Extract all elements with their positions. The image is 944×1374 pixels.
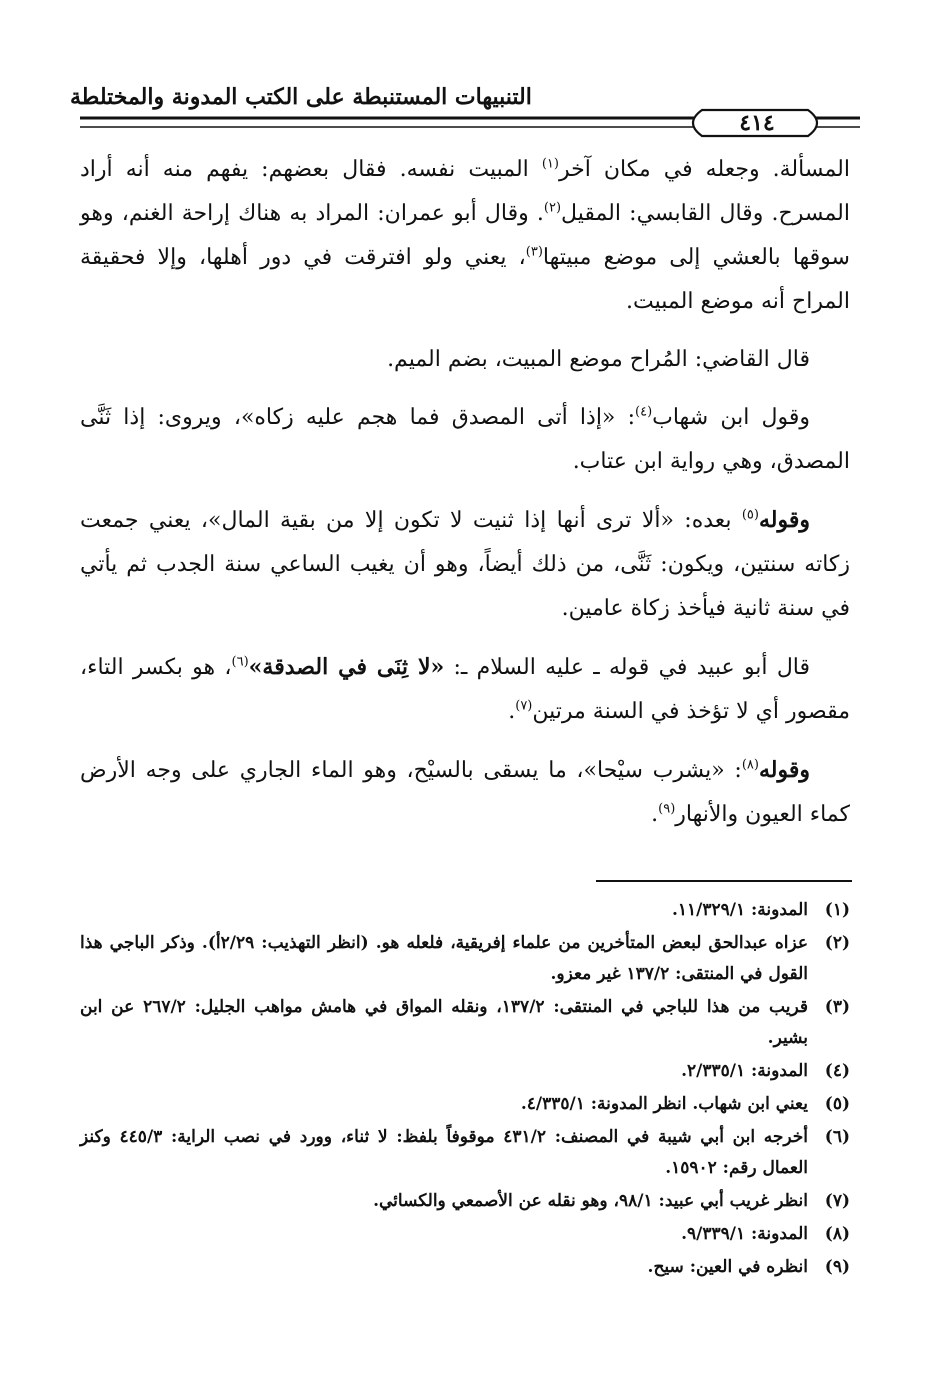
bold-text: وقوله — [758, 757, 810, 783]
footnote-ref: (٧) — [515, 698, 533, 714]
paragraph — [80, 148, 850, 324]
footnote-ref: (٩) — [658, 801, 676, 817]
footnote-number: (٧) — [824, 1191, 850, 1211]
text-run: بعده: «ألا ترى أنها إذا ثنيت لا تكون إلا من بقية المال»، يعني جمعت زكاته سنتين، ويكون: ثَنَّى، من ذلك أيضاً، وهو أن يغيب الساعي سنة الجدب ثم يأتي في سنة ثانية فيأخذ زكاة عامين. — [80, 508, 850, 621]
main-text — [80, 148, 850, 851]
text-run: المسألة. وجعله في مكان آخر — [558, 157, 850, 182]
footnote-text: انظره في العين: سيح. — [647, 1257, 808, 1277]
footnote — [80, 1219, 850, 1250]
text-run: قال أبو عبيد في قوله ـ عليه السلام ـ: — [444, 655, 811, 680]
text-run: ، يعني ولو افترقت في دور أهلها، وإلا فحقيقة المراح أنه موضع المبيت. — [80, 245, 850, 314]
text-run: ، هو بكسر التاء، مقصور أي لا تؤخذ في السنة مرتين — [80, 655, 850, 724]
footnote-number: (٥) — [824, 1094, 850, 1114]
footnote — [80, 1186, 850, 1217]
paragraph — [80, 338, 850, 382]
bold-text: «لا ثِنَى في الصدقة» — [248, 654, 445, 680]
footnote — [80, 928, 850, 990]
footnote-number: (٦) — [824, 1127, 850, 1147]
footnote-text: أخرجه ابن أبي شيبة في المصنف: ٤٣١/٢ موقوفاً بلفظ: لا ثناء، وورد في نصب الراية: ٤٤٥/٣ وكنز العمال رقم: ١٥٩٠٢. — [80, 1127, 809, 1178]
footnote-number: (٣) — [824, 997, 850, 1017]
footnote-ref: (٢) — [543, 200, 562, 216]
footnote — [80, 895, 850, 926]
footnote-text: قريب من هذا للباجي في المنتقى: ١٣٧/٢، ونقله المواق في هامش مواهب الجليل: ٢٦٧/٢ عن ابن بشير. — [80, 997, 808, 1048]
footnote-text: انظر غريب أبي عبيد: ٩٨/١، وهو نقله عن الأصمعي والكسائي. — [373, 1191, 808, 1211]
footnotes — [80, 895, 850, 1285]
footnote-ref: (٥) — [741, 507, 759, 523]
footnote-ref: (٤) — [635, 404, 653, 420]
footnote-ref: (٦) — [231, 654, 249, 670]
text-run: . — [651, 802, 659, 827]
paragraph — [80, 645, 850, 734]
text-run: . وقال أبو عمران: المراد به هناك إراحة الغنم، وهو سوقها بالعشي إلى موضع مبيتها — [80, 201, 850, 270]
footnote — [80, 1252, 850, 1283]
footnote-ref: (١) — [541, 156, 559, 172]
footnote — [80, 1089, 850, 1120]
running-header-title: التنبيهات المستنبطة على الكتب المدونة والمختلطة — [70, 84, 532, 110]
paragraph — [80, 748, 850, 837]
bold-text: وقوله — [758, 507, 810, 533]
paragraph — [80, 498, 850, 631]
paragraph — [80, 396, 850, 484]
text-run: : «يشرب سيْحا»، ما يسقى بالسيْح، وهو الماء الجاري على وجه الأرض كماء العيون والأنهار — [80, 758, 850, 827]
footnote-ref: (٣) — [525, 244, 543, 260]
footnote-text: المدونة: ٩/٣٣٩/١. — [681, 1224, 808, 1244]
text-run: . — [508, 699, 516, 724]
footnote-text: عزاه عبدالحق لبعض المتأخرين من علماء إفريقية، فلعله هو. (انظر التهذيب: ٢/٢٩أ). وذكر الباجي هذا القول في المنتقى: ١٣٧/٢ غير معزو. — [80, 933, 808, 984]
text-run: قال القاضي: المُراح موضع المبيت، بضم الميم. — [387, 347, 810, 372]
footnote-ref: (٨) — [741, 757, 759, 773]
text-run: : «إذا أتى المصدق فما هجم عليه زكاه»، ويروى: إذا ثَنَّى المصدق، وهي رواية ابن عتاب. — [80, 405, 850, 474]
footnote-number: (٨) — [824, 1224, 850, 1244]
text-run: المبيت نفسه. فقال بعضهم: يفهم منه أنه أراد المسرح. وقال القابسي: المقيل — [80, 157, 850, 226]
footnote-number: (٢) — [824, 933, 850, 953]
footnote-separator — [596, 880, 852, 882]
footnote — [80, 1056, 850, 1087]
footnote-number: (٤) — [824, 1061, 850, 1081]
footnote — [80, 992, 850, 1054]
footnote-number: (١) — [824, 900, 850, 920]
footnote-number: (٩) — [824, 1257, 850, 1277]
footnote-text: يعني ابن شهاب. انظر المدونة: ٤/٣٣٥/١. — [520, 1094, 808, 1114]
footnote-text: المدونة: ٢/٣٣٥/١. — [681, 1061, 808, 1081]
footnote-text: المدونة: ١١/٣٢٩/١. — [671, 900, 808, 920]
text-run: وقول ابن شهاب — [652, 405, 810, 430]
page-number: ٤١٤ — [739, 110, 775, 136]
footnote — [80, 1122, 850, 1184]
